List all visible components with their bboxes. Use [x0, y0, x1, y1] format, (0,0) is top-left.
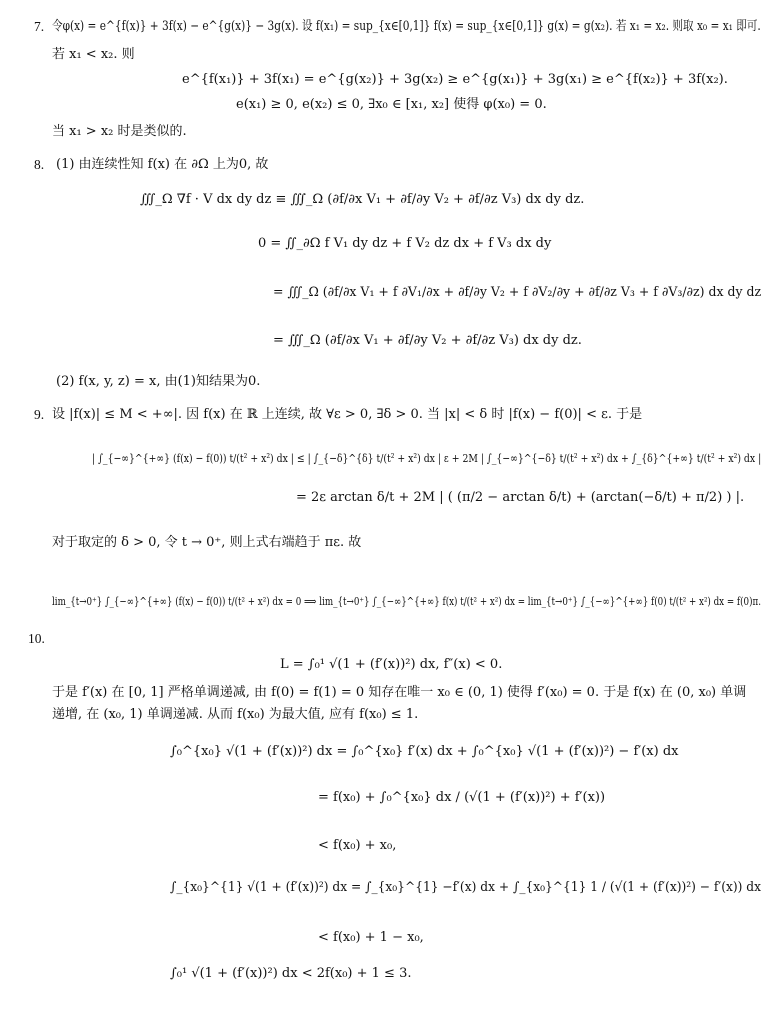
problem-7-line-1: 令φ(x) = e^{f(x)} + 3f(x) − e^{g(x)} − 3g(x). 设 f(x₁) = sup_{x∈[0,1]} f(x) = sup_{x∈[0,1]} g(x) = g(x₂). 若 x₁ = x₂. 则取 x₀ = x₁ 即可.	[52, 19, 761, 34]
problem-7-line-5: 当 x₁ > x₂ 时是类似的.	[52, 124, 187, 139]
problem-10-line-7: ∫_{x₀}^{1} √(1 + (f′(x))²) dx = ∫_{x₀}^{1} −f′(x) dx + ∫_{x₀}^{1} 1 / (√(1 + (f′(x))²) − f′(x)) dx	[170, 880, 762, 895]
problem-10-line-9: ∫₀¹ √(1 + (f′(x))²) dx < 2f(x₀) + 1 ≤ 3.	[170, 966, 412, 981]
problem-8-number: 8.	[34, 157, 45, 172]
problem-10-line-4: ∫₀^{x₀} √(1 + (f′(x))²) dx = ∫₀^{x₀} f′(x) dx + ∫₀^{x₀} √(1 + (f′(x))²) − f′(x) dx	[170, 744, 679, 759]
problem-9-line-5: lim_{t→0⁺} ∫_{−∞}^{+∞} (f(x) − f(0)) t/(t² + x²) dx = 0 ⟹ lim_{t→0⁺} ∫_{−∞}^{+∞} f(x) t/(t² + x²) dx = lim_{t→0⁺} ∫_{−∞}^{+∞} f(0) t/(t² + x²) dx = f(0)π.	[52, 595, 762, 608]
problem-8-line-3: 0 = ∬_∂Ω f V₁ dy dz + f V₂ dz dx + f V₃ dx dy	[258, 236, 552, 251]
problem-10-line-5: = f(x₀) + ∫₀^{x₀} dx / (√(1 + (f′(x))²) + f′(x))	[318, 790, 606, 805]
problem-8-line-1: (1) 由连续性知 f(x) 在 ∂Ω 上为0, 故	[56, 157, 269, 172]
problem-7-line-2: 若 x₁ < x₂. 则	[52, 47, 135, 62]
problem-10-line-2: 于是 f′(x) 在 [0, 1] 严格单调递减, 由 f(0) = f(1) = 0 知存在唯一 x₀ ∈ (0, 1) 使得 f′(x₀) = 0. 于是 f(x) 在 (0, x₀) 单调	[52, 685, 747, 700]
problem-10-number: 10.	[28, 631, 45, 646]
problem-9-line-4: 对于取定的 δ > 0, 令 t → 0⁺, 则上式右端趋于 πε. 故	[52, 535, 362, 550]
problem-8-line-5: = ∭_Ω (∂f/∂x V₁ + ∂f/∂y V₂ + ∂f/∂z V₃) dx dy dz.	[273, 333, 582, 348]
problem-8-line-4: = ∭_Ω (∂f/∂x V₁ + f ∂V₁/∂x + ∂f/∂y V₂ + f ∂V₂/∂y + ∂f/∂z V₃ + f ∂V₃/∂z) dx dy dz	[273, 285, 762, 300]
problem-9-line-3: = 2ε arctan δ/t + 2M | ( (π/2 − arctan δ/t) + (arctan(−δ/t) + π/2) ) |.	[296, 490, 745, 505]
problem-10-line-8: < f(x₀) + 1 − x₀,	[318, 930, 424, 945]
problem-9-line-1: 设 |f(x)| ≤ M < +∞|. 因 f(x) 在 ℝ 上连续, 故 ∀ε > 0, ∃δ > 0. 当 |x| < δ 时 |f(x) − f(0)| < ε. 于是	[52, 407, 643, 422]
problem-8-line-6: (2) f(x, y, z) = x, 由(1)知结果为0.	[56, 374, 261, 389]
problem-10-line-3: 递增, 在 (x₀, 1) 单调递减. 从而 f(x₀) 为最大值, 应有 f(x₀) ≤ 1.	[52, 707, 419, 722]
problem-9-line-2: | ∫_{−∞}^{+∞} (f(x) − f(0)) t/(t² + x²) dx | ≤ | ∫_{−δ}^{δ} t/(t² + x²) dx | ε + 2M | ∫_{−∞}^{−δ} t/(t² + x²) dx + ∫_{δ}^{+∞} t/(t² + x²) dx |	[92, 451, 762, 465]
problem-10-line-1: L = ∫₀¹ √(1 + (f′(x))²) dx, f″(x) < 0.	[280, 657, 503, 672]
problem-10-line-6: < f(x₀) + x₀,	[318, 838, 397, 853]
problem-7-line-3: e^{f(x₁)} + 3f(x₁) = e^{g(x₂)} + 3g(x₂) ≥ e^{g(x₁)} + 3g(x₁) ≥ e^{f(x₂)} + 3f(x₂).	[182, 72, 728, 87]
problem-7-number: 7.	[34, 19, 45, 34]
problem-8-line-2: ∭_Ω ∇f · V dx dy dz ≡ ∭_Ω (∂f/∂x V₁ + ∂f/∂y V₂ + ∂f/∂z V₃) dx dy dz.	[140, 192, 585, 207]
problem-9-number: 9.	[34, 407, 45, 422]
problem-7-line-4: e(x₁) ≥ 0, e(x₂) ≤ 0, ∃x₀ ∈ [x₁, x₂] 使得 φ(x₀) = 0.	[236, 97, 547, 112]
